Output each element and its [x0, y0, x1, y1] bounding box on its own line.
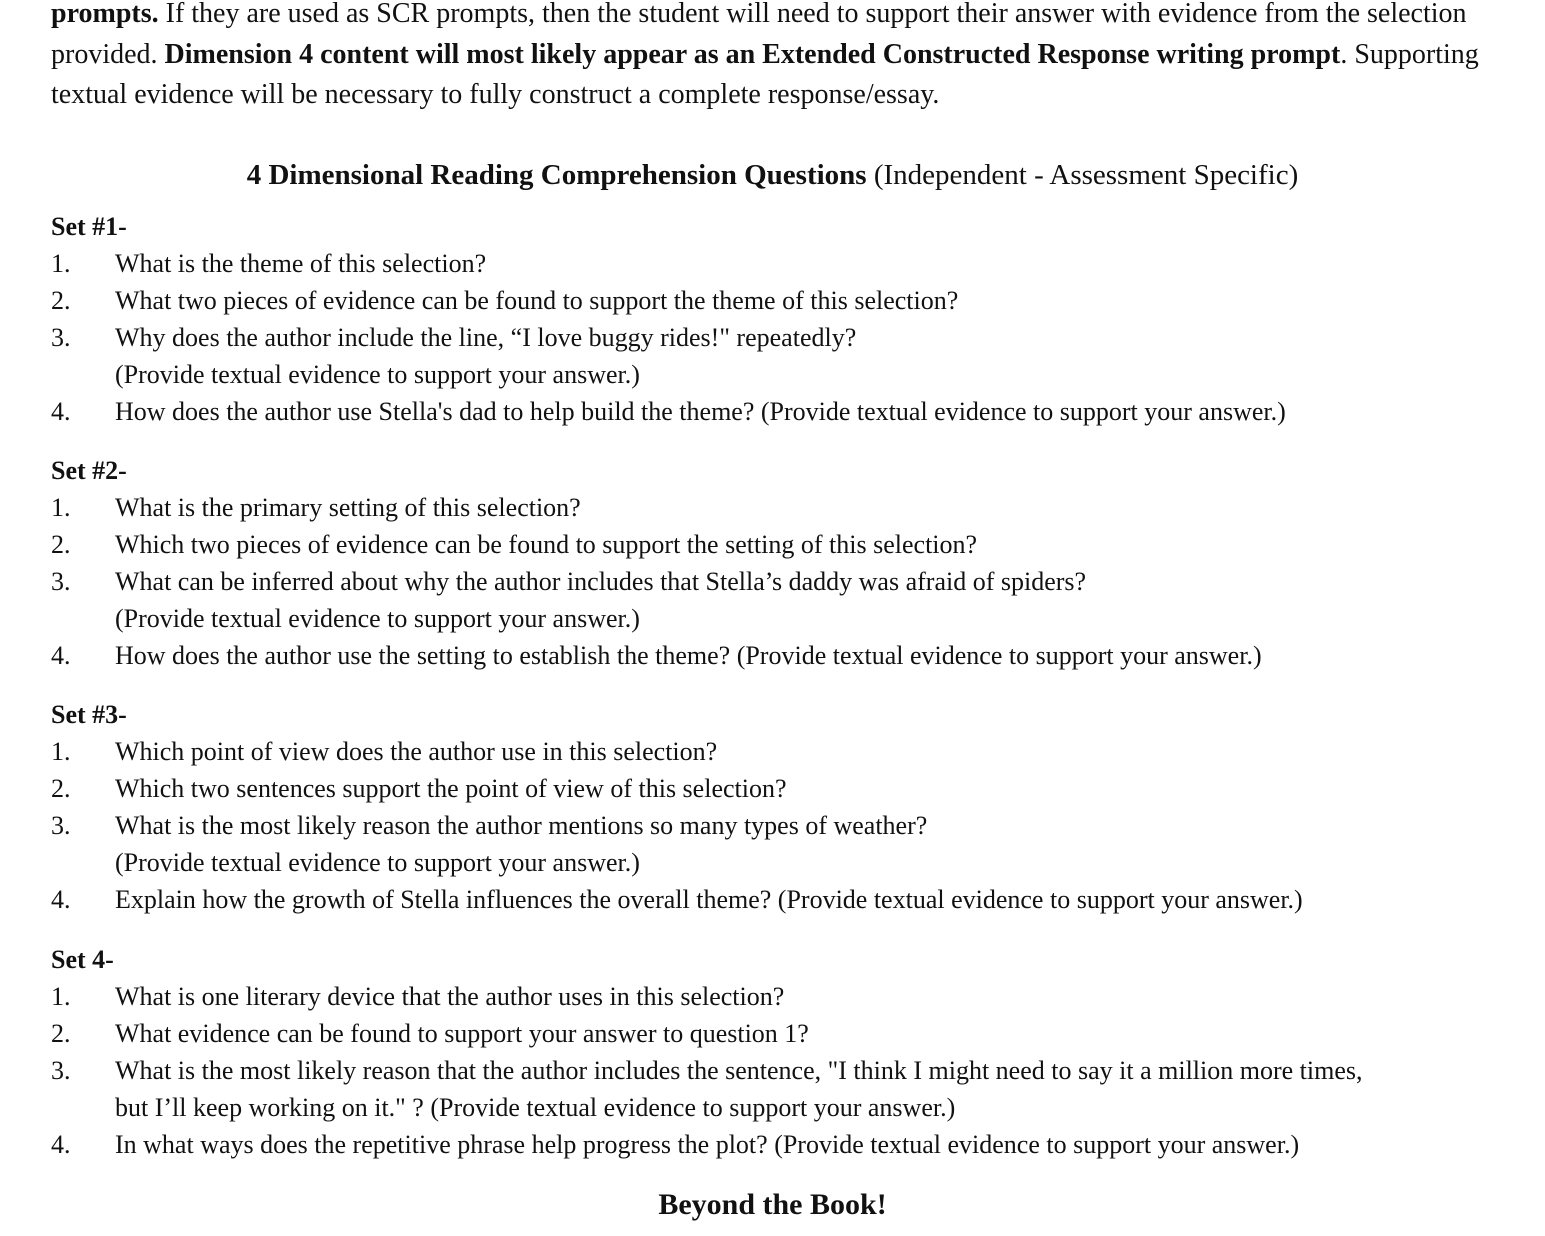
question-text: What two pieces of evidence can be found to support the theme of this selection? [115, 286, 959, 315]
question-text: Why does the author include the line, “I love buggy rides!" repeatedly? [115, 323, 857, 352]
intro-text-1: If they are used as SCR prompts, then the student will need to support their answer with evidence from the selection provided. [51, 0, 1467, 70]
question-text: What is the most likely reason that the author includes the sentence, "I think I might need to say it a million more times, [115, 1056, 1363, 1085]
question-number: 1. [51, 982, 71, 1011]
question-text: Explain how the growth of Stella influences the overall theme? (Provide textual evidence to support your answer.) [115, 885, 1303, 914]
question-set-1 [51, 208, 1501, 430]
set-title: Set #1- [51, 212, 127, 241]
question-number: 3. [51, 1056, 71, 1085]
beyond-the-book-heading: Beyond the Book! [658, 1188, 887, 1221]
question-number: 3. [51, 811, 71, 840]
question-number: 4. [51, 397, 71, 426]
question-text-continued: (Provide textual evidence to support your answer.) [115, 604, 640, 633]
question-number: 4. [51, 885, 71, 914]
question-number: 4. [51, 641, 71, 670]
question-item [51, 1126, 1501, 1163]
question-set-4 [51, 941, 1501, 1163]
question-text: How does the author use Stella's dad to help build the theme? (Provide textual evidence to support your answer.) [115, 397, 1286, 426]
set-title: Set #2- [51, 456, 127, 485]
questions-heading [0, 155, 1545, 195]
question-item [51, 770, 1501, 807]
questions-heading-subtitle: (Independent - Assessment Specific) [866, 159, 1299, 191]
question-item [51, 637, 1501, 674]
question-number: 3. [51, 567, 71, 596]
question-text: What is the theme of this selection? [115, 249, 487, 278]
question-item [51, 319, 1501, 393]
question-number: 2. [51, 774, 71, 803]
question-item [51, 526, 1501, 563]
question-item [51, 1052, 1501, 1126]
question-number: 2. [51, 530, 71, 559]
question-item [51, 881, 1501, 918]
question-set-3 [51, 696, 1501, 918]
question-text: What can be inferred about why the author includes that Stella’s daddy was afraid of spiders? [115, 567, 1087, 596]
question-item [51, 563, 1501, 637]
question-text-continued: (Provide textual evidence to support your answer.) [115, 360, 640, 389]
question-set-2 [51, 452, 1501, 674]
question-list [51, 733, 1501, 918]
question-text: Which two pieces of evidence can be found to support the setting of this selection? [115, 530, 978, 559]
question-item [51, 393, 1501, 430]
question-text: Which two sentences support the point of view of this selection? [115, 774, 787, 803]
intro-bold-2: Dimension 4 content will most likely appear as an Extended Constructed Response writing prompt [164, 38, 1341, 70]
question-text: What is one literary device that the author uses in this selection? [115, 982, 785, 1011]
questions-heading-bold: 4 Dimensional Reading Comprehension Questions [246, 159, 867, 191]
question-number: 1. [51, 493, 71, 522]
question-item [51, 733, 1501, 770]
intro-text-2: . Supporting textual evidence will be necessary to fully construct a complete response/essay. [51, 38, 1479, 110]
question-text: What is the primary setting of this selection? [115, 493, 581, 522]
question-text: What evidence can be found to support your answer to question 1? [115, 1019, 809, 1048]
question-item [51, 245, 1501, 282]
question-item [51, 489, 1501, 526]
question-text: How does the author use the setting to establish the theme? (Provide textual evidence to support your answer.) [115, 641, 1262, 670]
question-text: In what ways does the repetitive phrase help progress the plot? (Provide textual evidence to support your answer.) [115, 1130, 1300, 1159]
question-text-continued: (Provide textual evidence to support your answer.) [115, 848, 640, 877]
set-title: Set #3- [51, 700, 127, 729]
intro-bold-1: prompts. [51, 0, 159, 29]
question-item [51, 1015, 1501, 1052]
question-list [51, 245, 1501, 430]
question-item [51, 807, 1501, 881]
question-number: 3. [51, 323, 71, 352]
question-number: 1. [51, 737, 71, 766]
question-list [51, 978, 1501, 1163]
question-item [51, 282, 1501, 319]
question-number: 1. [51, 249, 71, 278]
question-text: What is the most likely reason the author mentions so many types of weather? [115, 811, 928, 840]
question-text-continued: but I’ll keep working on it." ? (Provide textual evidence to support your answer.) [115, 1093, 956, 1122]
question-number: 4. [51, 1130, 71, 1159]
question-number: 2. [51, 286, 71, 315]
intro-paragraph [51, 0, 1491, 116]
question-list [51, 489, 1501, 674]
set-title: Set 4- [51, 945, 114, 974]
question-number: 2. [51, 1019, 71, 1048]
question-text: Which point of view does the author use in this selection? [115, 737, 718, 766]
question-item [51, 978, 1501, 1015]
